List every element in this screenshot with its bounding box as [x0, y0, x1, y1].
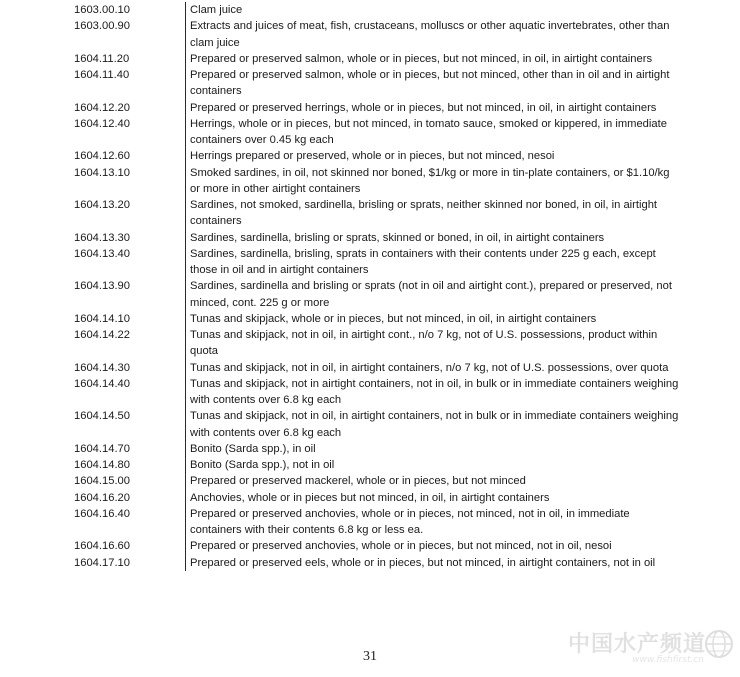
- hts-code: 1604.12.20: [74, 101, 130, 114]
- hts-code: 1604.13.30: [74, 231, 130, 244]
- page-number: 31: [363, 649, 377, 664]
- table-row: [0, 18, 740, 51]
- table-row: [0, 67, 740, 100]
- table-row: [0, 116, 740, 149]
- product-description: Herrings prepared or preserved, whole or in pieces, but not minced, nesoi: [185, 148, 680, 164]
- watermark-url: www.fishfirst.cn: [632, 655, 704, 665]
- product-description: Smoked sardines, in oil, not skinned nor boned, $1/kg or more in tin-plate containers, or $1.10/kg or more in other airtight containers: [185, 165, 680, 198]
- hts-code: 1604.13.40: [74, 247, 130, 260]
- watermark-logo: [534, 627, 734, 671]
- product-description: Clam juice: [185, 2, 680, 18]
- table-row: [0, 490, 740, 506]
- hts-code: 1604.13.10: [74, 166, 130, 179]
- hts-code: 1604.17.10: [74, 556, 130, 569]
- hts-code: 1603.00.10: [74, 4, 130, 16]
- table-row: [0, 506, 740, 539]
- hts-code: 1604.15.00: [74, 475, 130, 488]
- product-description: Tunas and skipjack, whole or in pieces, but not minced, in oil, in airtight containers: [185, 311, 680, 327]
- product-description: Prepared or preserved salmon, whole or in pieces, but not minced, other than in oil and in airtight containers: [185, 67, 680, 100]
- table-row: [0, 473, 740, 489]
- hts-code: 1604.14.80: [74, 459, 130, 471]
- hts-code: 1604.12.40: [74, 117, 130, 130]
- table-row: [0, 376, 740, 409]
- product-description: Tunas and skipjack, not in oil, in airtight cont., n/o 7 kg, not of U.S. possessions, product within quota: [185, 327, 680, 360]
- hts-code: 1604.14.50: [74, 410, 130, 423]
- product-description: Prepared or preserved mackerel, whole or in pieces, but not minced: [185, 473, 680, 489]
- hts-code: 1604.13.20: [74, 199, 130, 211]
- table-row: [0, 408, 740, 441]
- table-row: [0, 197, 740, 230]
- table-row: [0, 51, 740, 67]
- table-row: [0, 278, 740, 311]
- table-row: [0, 246, 740, 279]
- hts-code: 1604.11.20: [74, 52, 130, 65]
- hts-code: 1604.13.90: [74, 280, 130, 293]
- hts-code: 1604.16.20: [74, 491, 130, 504]
- product-description: Tunas and skipjack, not in oil, in airtight containers, n/o 7 kg, not of U.S. possessions, over quota: [185, 360, 680, 376]
- table-row: [0, 148, 740, 164]
- product-description: Herrings, whole or in pieces, but not minced, in tomato sauce, smoked or kippered, in immediate containers over 0.45 kg each: [185, 116, 680, 149]
- hts-code: 1604.12.60: [74, 150, 130, 163]
- table-row: [0, 165, 740, 198]
- hts-code: 1604.14.10: [74, 312, 130, 325]
- table-row: [0, 311, 740, 327]
- product-description: Prepared or preserved salmon, whole or in pieces, but not minced, in oil, in airtight containers: [185, 51, 680, 67]
- table-row: [0, 457, 740, 473]
- hts-code: 1603.00.90: [74, 20, 130, 33]
- table-row: [0, 2, 740, 18]
- product-description: Tunas and skipjack, not in airtight containers, not in oil, in bulk or in immediate containers weighing with contents over 6.8 kg each: [185, 376, 680, 409]
- table-row: [0, 327, 740, 360]
- product-description: Anchovies, whole or in pieces but not minced, in oil, in airtight containers: [185, 490, 680, 506]
- product-description: Tunas and skipjack, not in oil, in airtight containers, not in bulk or in immediate containers weighing with contents over 6.8 kg each: [185, 408, 680, 441]
- product-description: Extracts and juices of meat, fish, crustaceans, molluscs or other aquatic invertebrates, other than clam juice: [185, 18, 680, 51]
- hts-code: 1604.14.22: [74, 329, 130, 341]
- globe-icon: [704, 629, 734, 659]
- table-row: [0, 100, 740, 116]
- product-description: Prepared or preserved anchovies, whole or in pieces, not minced, not in oil, in immediate containers with their contents 6.8 kg or less ea.: [185, 506, 680, 539]
- product-description: Prepared or preserved herrings, whole or in pieces, but not minced, in oil, in airtight containers: [185, 100, 680, 116]
- product-description: Bonito (Sarda spp.), not in oil: [185, 457, 680, 473]
- hts-code: 1604.11.40: [74, 69, 130, 81]
- hts-code: 1604.14.70: [74, 442, 130, 455]
- hts-code: 1604.14.30: [74, 361, 130, 374]
- product-description: Bonito (Sarda spp.), in oil: [185, 441, 680, 457]
- hts-code: 1604.16.40: [74, 507, 130, 520]
- table-row: [0, 441, 740, 457]
- product-description: Sardines, not smoked, sardinella, brisling or sprats, neither skinned nor boned, in oil, in airtight containers: [185, 197, 680, 230]
- watermark-text: 中国水产频道: [567, 632, 706, 657]
- hts-code: 1604.16.60: [74, 540, 130, 553]
- hts-code: 1604.14.40: [74, 377, 130, 390]
- table-row: [0, 538, 740, 554]
- product-description: Prepared or preserved eels, whole or in pieces, but not minced, in airtight containers, not in oil: [185, 555, 680, 571]
- table-row: [0, 360, 740, 376]
- table-row: [0, 230, 740, 246]
- product-description: Prepared or preserved anchovies, whole or in pieces, but not minced, not in oil, nesoi: [185, 538, 680, 554]
- product-description: Sardines, sardinella, brisling or sprats, skinned or boned, in oil, in airtight containers: [185, 230, 680, 246]
- table-row: [0, 555, 740, 571]
- product-description: Sardines, sardinella, brisling, sprats in containers with their contents under 225 g each, except those in oil and in airtight containers: [185, 246, 680, 279]
- tariff-table: [0, 2, 740, 571]
- product-description: Sardines, sardinella and brisling or sprats (not in oil and airtight cont.), prepared or preserved, not minced, cont. 225 g or more: [185, 278, 680, 311]
